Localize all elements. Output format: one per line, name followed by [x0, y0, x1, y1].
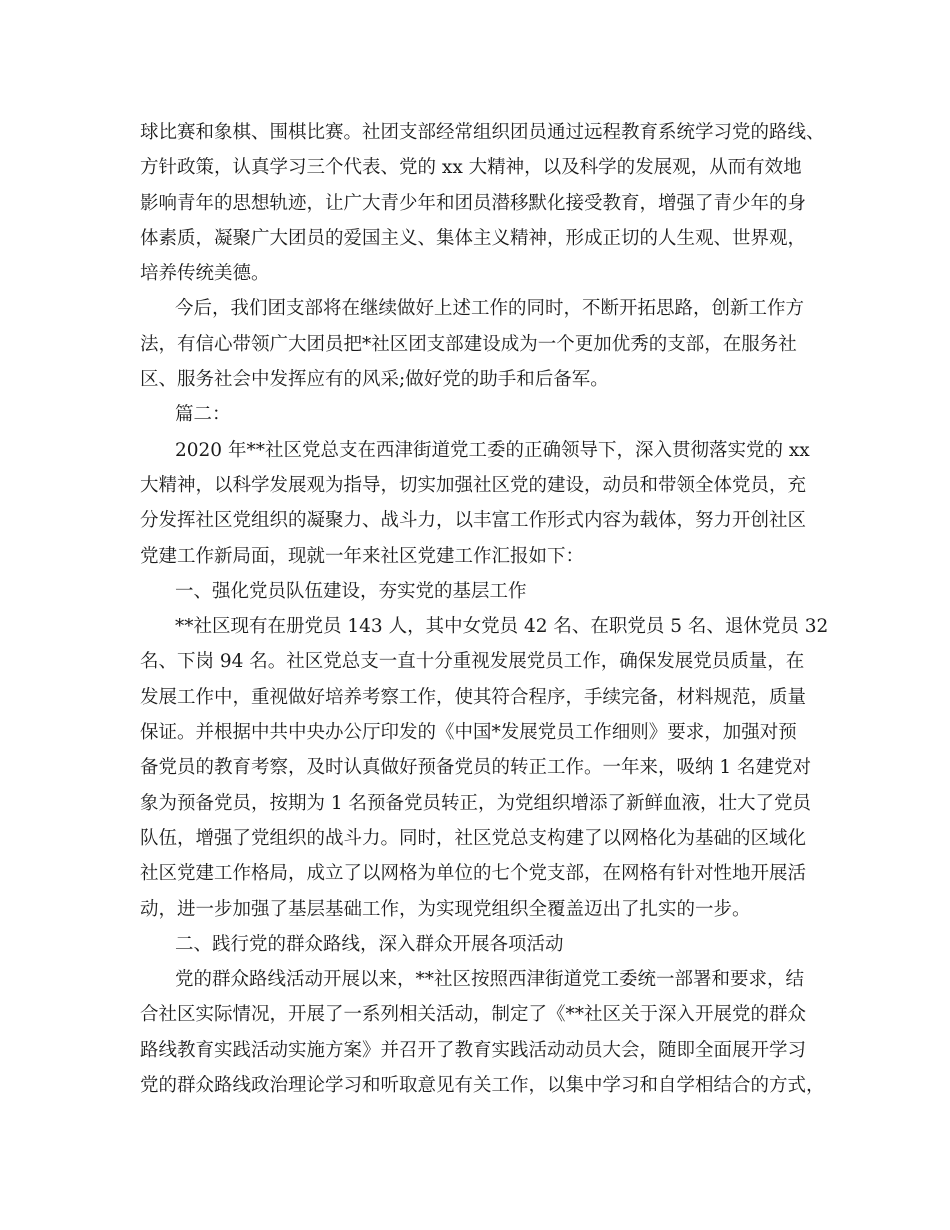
text-line: 体素质，凝聚广大团员的爱国主义、集体主义精神，形成正切的人生观、世界观，	[140, 227, 807, 249]
text-line: 影响青年的思想轨迹，让广大青少年和团员潜移默化接受教育，增强了青少年的身	[140, 192, 807, 214]
text-line: 社区党建工作格局，成立了以网格为单位的七个党支部，在网格有针对性地开展活	[140, 863, 807, 885]
text-line: 一、强化党员队伍建设，夯实党的基层工作	[175, 580, 527, 602]
text-line: 大精神，以科学发展观为指导，切实加强社区党的建设，动员和带领全体党员，充	[140, 474, 807, 496]
text-line: 区、服务社会中发挥应有的风采;做好党的助手和后备军。	[140, 369, 609, 391]
text-line: 二、践行党的群众路线，深入群众开展各项活动	[175, 933, 564, 955]
text-line: 培养传统美德。	[140, 263, 270, 285]
text-line: 队伍，增强了党组织的战斗力。同时，社区党总支构建了以网格化为基础的区域化	[140, 827, 807, 849]
text-line: 发展工作中，重视做好培养考察工作，使其符合程序，手续完备，材料规范，质量	[140, 686, 807, 708]
text-line: 2020 年**社区党总支在西津街道党工委的正确领导下，深入贯彻落实党的 xx	[175, 439, 810, 461]
text-line: 合社区实际情况，开展了一系列相关活动，制定了《**社区关于深入开展党的群众	[140, 1004, 807, 1026]
text-line: 党的群众路线政治理论学习和听取意见有关工作，以集中学习和自学相结合的方式，	[140, 1075, 825, 1097]
text-line: 党的群众路线活动开展以来，**社区按照西津街道党工委统一部署和要求，结	[175, 969, 805, 991]
document-body	[140, 115, 830, 1103]
text-line: 象为预备党员，按期为 1 名预备党员转正，为党组织增添了新鲜血液，壮大了党员	[140, 792, 812, 814]
text-line: 球比赛和象棋、围棋比赛。社团支部经常组织团员通过远程教育系统学习党的路线、	[140, 122, 825, 143]
text-line: **社区现有在册党员 143 人，其中女党员 42 名、在职党员 5 名、退休党员 32	[175, 616, 829, 638]
text-line: 篇二：	[175, 404, 231, 426]
text-line: 方针政策，认真学习三个代表、党的 xx 大精神，以及科学的发展观，从而有效地	[140, 157, 802, 179]
text-line: 路线教育实践活动实施方案》并召开了教育实践活动动员大会，随即全面展开学习	[140, 1039, 807, 1061]
text-line: 保证。并根据中共中央办公厅印发的《中国*发展党员工作细则》要求，加强对预	[140, 722, 797, 744]
text-line: 党建工作新局面，现就一年来社区党建工作汇报如下：	[140, 545, 585, 567]
text-line: 法，有信心带领广大团员把*社区团支部建设成为一个更加优秀的支部，在服务社	[140, 333, 797, 355]
text-line: 备党员的教育考察，及时认真做好预备党员的转正工作。一年来，吸纳 1 名建党对	[140, 757, 812, 779]
text-line: 今后，我们团支部将在继续做好上述工作的同时，不断开拓思路，创新工作方	[175, 298, 805, 320]
text-line: 分发挥社区党组织的凝聚力、战斗力，以丰富工作形式内容为载体，努力开创社区	[140, 510, 807, 532]
text-line: 名、下岗 94 名。社区党总支一直十分重视发展党员工作，确保发展党员质量，在	[140, 651, 805, 673]
text-line: 动，进一步加强了基层基础工作，为实现党组织全覆盖迈出了扎实的一步。	[140, 898, 751, 920]
